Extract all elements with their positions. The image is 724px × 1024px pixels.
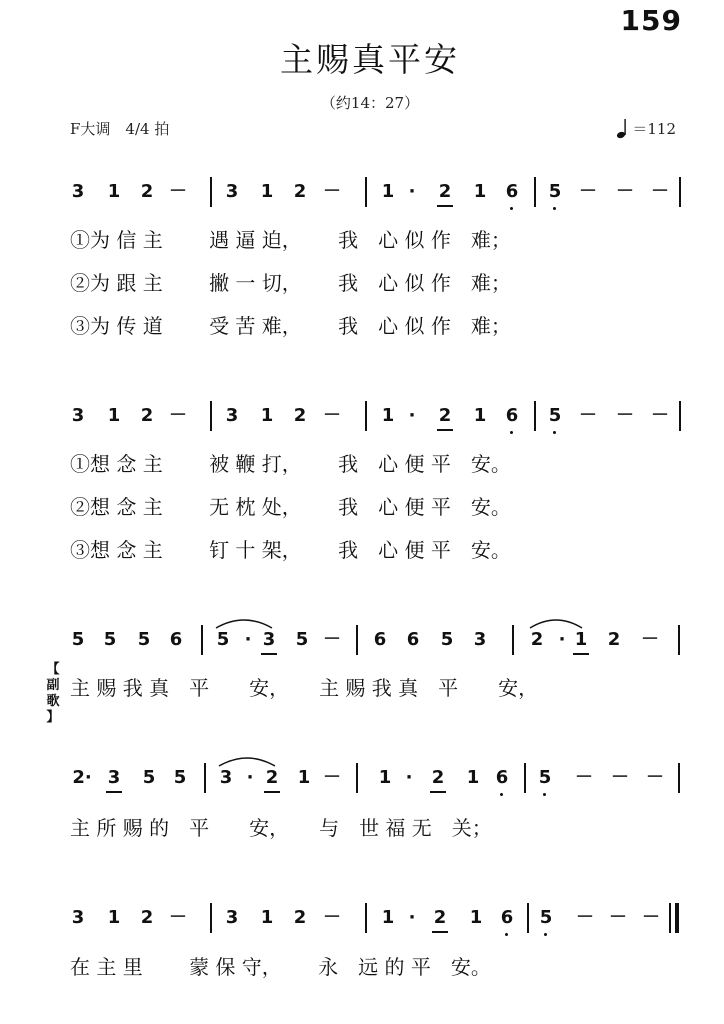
- key-signature: F大调 4/4 拍: [70, 120, 170, 138]
- note: 2: [293, 181, 307, 202]
- final-bar-thick: [675, 903, 679, 933]
- low-octave-dot: [500, 793, 503, 796]
- eighth-underline: [437, 429, 453, 431]
- eighth-underline: [432, 931, 448, 933]
- note: 5: [548, 405, 562, 426]
- note: 3: [71, 181, 85, 202]
- bar-line: [512, 625, 514, 655]
- note: 5: [137, 629, 151, 650]
- page-number: 159: [620, 4, 682, 37]
- lyric-line: ③想 念 主 钉 十 架， 我 心 便 平 安。: [70, 538, 511, 562]
- note: 3: [225, 181, 239, 202]
- bar-line: [534, 401, 536, 431]
- note: ·: [408, 405, 416, 426]
- note: －: [169, 907, 187, 928]
- low-octave-dot: [505, 933, 508, 936]
- note: 1: [107, 405, 121, 426]
- bar-line: [356, 625, 358, 655]
- note: 6: [406, 629, 420, 650]
- note: 5: [142, 767, 156, 788]
- note: －: [609, 907, 627, 928]
- note: 5: [71, 629, 85, 650]
- note: 2: [438, 405, 452, 426]
- note: 2: [293, 405, 307, 426]
- note: 6: [505, 181, 519, 202]
- bar-line: [210, 177, 212, 207]
- note: 3: [262, 629, 276, 650]
- note: 1: [260, 405, 274, 426]
- note: 6: [500, 907, 514, 928]
- note: 1: [466, 767, 480, 788]
- bar-line: [210, 903, 212, 933]
- tempo-value: ＝112: [632, 119, 676, 138]
- note: －: [169, 181, 187, 202]
- quarter-note-icon: [616, 117, 630, 139]
- eighth-underline: [437, 205, 453, 207]
- note: 1: [381, 907, 395, 928]
- note: 5: [538, 767, 552, 788]
- note: 5: [440, 629, 454, 650]
- note: 3: [71, 405, 85, 426]
- note: 1: [574, 629, 588, 650]
- note: 1: [473, 405, 487, 426]
- note: 5: [295, 629, 309, 650]
- bar-line: [678, 763, 680, 793]
- lyric-line: 在 主 里 蒙 保 守， 永 远 的 平 安。: [70, 955, 491, 979]
- low-octave-dot: [510, 431, 513, 434]
- eighth-underline: [430, 791, 446, 793]
- lyric-line: ②为 跟 主 撇 一 切， 我 心 似 作 难；: [70, 271, 511, 295]
- scripture-reference: （约14：27）: [320, 94, 420, 112]
- note: ·: [246, 767, 254, 788]
- note: －: [616, 405, 634, 426]
- note: －: [642, 907, 660, 928]
- lyric-line: 主 所 赐 的 平 安， 与 世 福 无 关；: [70, 816, 492, 840]
- lyric-line: ①为 信 主 遇 逼 迫， 我 心 似 作 难；: [70, 228, 511, 252]
- note: －: [611, 767, 629, 788]
- note: 3: [71, 907, 85, 928]
- note: 2: [433, 907, 447, 928]
- note: 5: [539, 907, 553, 928]
- bar-line: [204, 763, 206, 793]
- note: 6: [373, 629, 387, 650]
- note: 5: [548, 181, 562, 202]
- note: 1: [469, 907, 483, 928]
- note: －: [323, 629, 341, 650]
- note: －: [579, 405, 597, 426]
- note: 5: [103, 629, 117, 650]
- bar-line: [365, 903, 367, 933]
- bar-line: [679, 177, 681, 207]
- note: 3: [225, 907, 239, 928]
- note: 5: [173, 767, 187, 788]
- note: 3: [225, 405, 239, 426]
- note: 6: [505, 405, 519, 426]
- note: －: [169, 405, 187, 426]
- note: －: [579, 181, 597, 202]
- low-octave-dot: [544, 933, 547, 936]
- note: 6: [495, 767, 509, 788]
- song-title: 主赐真平安: [280, 40, 460, 79]
- note: 1: [473, 181, 487, 202]
- low-octave-dot: [553, 431, 556, 434]
- note: 5: [216, 629, 230, 650]
- eighth-underline: [264, 791, 280, 793]
- slur-mark: [528, 616, 584, 630]
- bar-line: [356, 763, 358, 793]
- tempo-marking: [616, 117, 676, 139]
- note: 1: [107, 181, 121, 202]
- bar-line: [534, 177, 536, 207]
- note: 2: [140, 907, 154, 928]
- note: －: [323, 405, 341, 426]
- note: ·: [244, 629, 252, 650]
- note: 2·: [72, 767, 92, 788]
- note: 2: [140, 405, 154, 426]
- note: 3: [473, 629, 487, 650]
- note: 2: [438, 181, 452, 202]
- note: 1: [297, 767, 311, 788]
- note: －: [646, 767, 664, 788]
- note: －: [323, 767, 341, 788]
- bar-line: [527, 903, 529, 933]
- note: 2: [607, 629, 621, 650]
- note: 1: [381, 405, 395, 426]
- bar-line: [678, 625, 680, 655]
- note: －: [616, 181, 634, 202]
- note: －: [575, 767, 593, 788]
- note: －: [323, 907, 341, 928]
- low-octave-dot: [510, 207, 513, 210]
- bar-line: [365, 177, 367, 207]
- lyric-line: ③为 传 道 受 苦 难， 我 心 似 作 难；: [70, 314, 511, 338]
- note: 2: [140, 181, 154, 202]
- note: 2: [431, 767, 445, 788]
- note: ·: [558, 629, 566, 650]
- note: －: [651, 405, 669, 426]
- bar-line: [679, 401, 681, 431]
- note: －: [651, 181, 669, 202]
- bar-line: [210, 401, 212, 431]
- low-octave-dot: [543, 793, 546, 796]
- note: 3: [219, 767, 233, 788]
- lyric-line: ①想 念 主 被 鞭 打， 我 心 便 平 安。: [70, 452, 511, 476]
- note: －: [576, 907, 594, 928]
- low-octave-dot: [553, 207, 556, 210]
- note: 1: [381, 181, 395, 202]
- slur-mark: [217, 754, 277, 768]
- bar-line: [524, 763, 526, 793]
- lyric-line: 主 赐 我 真 平 安， 主 赐 我 真 平 安，: [70, 676, 539, 700]
- note: ·: [405, 767, 413, 788]
- note: 1: [378, 767, 392, 788]
- eighth-underline: [106, 791, 122, 793]
- note: 3: [107, 767, 121, 788]
- note: －: [641, 629, 659, 650]
- eighth-underline: [261, 653, 277, 655]
- chorus-label: 【 副 歌 】: [46, 662, 60, 725]
- note: 6: [169, 629, 183, 650]
- note: 1: [107, 907, 121, 928]
- final-bar-thin: [669, 903, 671, 933]
- note: 2: [293, 907, 307, 928]
- note: 1: [260, 181, 274, 202]
- note: 2: [265, 767, 279, 788]
- bar-line: [365, 401, 367, 431]
- note: ·: [408, 907, 416, 928]
- eighth-underline: [573, 653, 589, 655]
- slur-mark: [214, 616, 274, 630]
- lyric-line: ②想 念 主 无 枕 处， 我 心 便 平 安。: [70, 495, 511, 519]
- note: 1: [260, 907, 274, 928]
- bar-line: [201, 625, 203, 655]
- note: 2: [530, 629, 544, 650]
- note: ·: [408, 181, 416, 202]
- note: －: [323, 181, 341, 202]
